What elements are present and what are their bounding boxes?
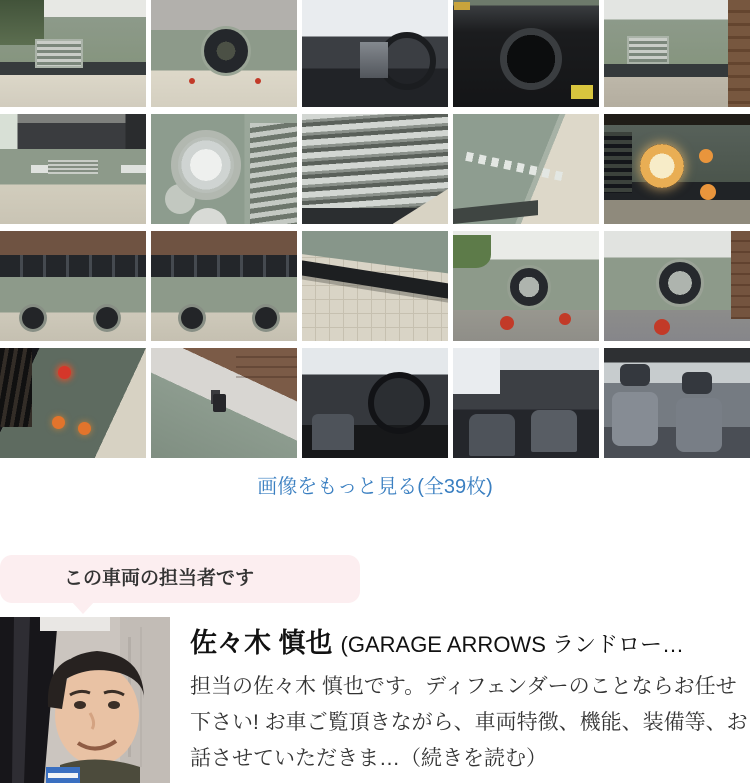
- see-more-images-link[interactable]: 画像をもっと見る(全39枚): [257, 476, 493, 498]
- gallery-photo-side-profile-angled[interactable]: [151, 231, 297, 341]
- staff-photo[interactable]: [0, 617, 170, 783]
- gallery-photo-headlight-closeup[interactable]: [151, 114, 297, 224]
- gallery-photo-rear-left-exterior[interactable]: [453, 231, 599, 341]
- read-more-link[interactable]: （続きを読む）: [400, 747, 547, 770]
- gallery-photo-engine-bay[interactable]: [453, 0, 599, 107]
- gallery-photo-front-right-exterior[interactable]: [604, 0, 750, 107]
- staff-label-text: この車両の担当者です: [64, 568, 255, 589]
- gallery-photo-front-seats-interior[interactable]: [453, 348, 599, 458]
- staff-label-bubble: [0, 555, 360, 603]
- staff-name: 佐々木 慎也: [190, 628, 333, 658]
- gallery-photo-rear-spare-wheel[interactable]: [151, 0, 297, 107]
- gallery-photo-grille-closeup[interactable]: [302, 114, 448, 224]
- staff-affiliation: (GARAGE ARROWS ランドロー…: [340, 632, 684, 657]
- staff-info: [190, 617, 750, 783]
- gallery-photo-rear-seats-interior[interactable]: [604, 348, 750, 458]
- staff-name-line: [190, 621, 750, 660]
- gallery-photo-side-profile[interactable]: [0, 231, 146, 341]
- staff-portrait-illustration: [0, 617, 170, 783]
- gallery-photo-headlight-lit-closeup[interactable]: [604, 114, 750, 224]
- staff-row: [0, 617, 750, 783]
- gallery-photo-rear-closeup[interactable]: [604, 231, 750, 341]
- gallery-photo-taillight-lit-closeup[interactable]: [0, 348, 146, 458]
- gallery-photo-front-exterior[interactable]: [0, 114, 146, 224]
- bubble-tail: [72, 602, 94, 614]
- gallery-photo-hood-hinge-closeup[interactable]: [151, 348, 297, 458]
- staff-description: [190, 669, 750, 777]
- gallery-photo-hood-defender-badge[interactable]: [453, 114, 599, 224]
- gallery-photo-dashboard-interior[interactable]: [302, 0, 448, 107]
- gallery-photo-steering-wheel-interior[interactable]: [302, 348, 448, 458]
- gallery-photo-side-step-closeup[interactable]: [302, 231, 448, 341]
- more-images-row: [0, 470, 750, 500]
- gallery-photo-front-left-exterior[interactable]: [0, 0, 146, 107]
- staff-section: [0, 555, 750, 783]
- staff-description-text: 担当の佐々木 慎也です。ディフェンダーのことならお任せ下さい! お車ご覧頂きながら、車両特徴、機能、装備等、お話させていただきま…: [190, 675, 748, 770]
